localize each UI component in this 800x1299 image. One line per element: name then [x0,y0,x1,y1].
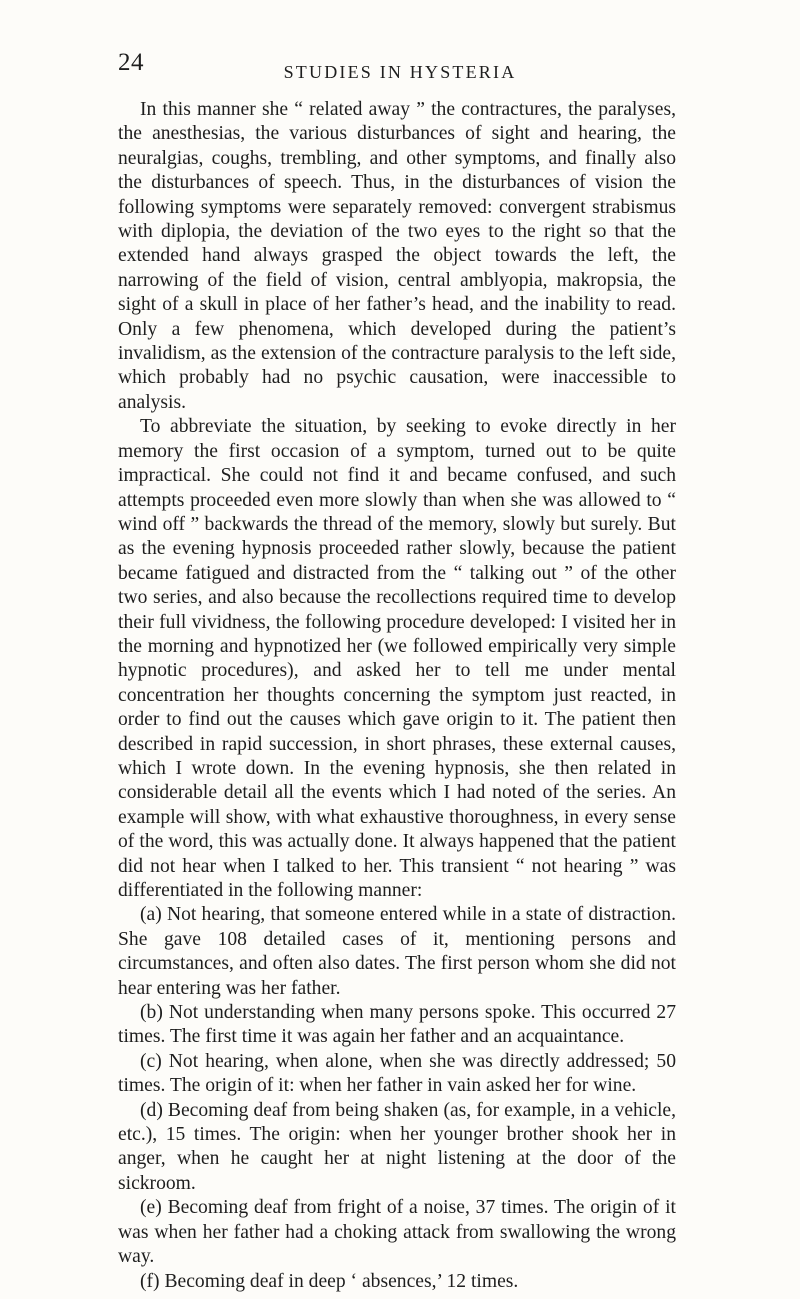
list-item: (b) Not understanding when many persons spoke. This occurred 27 times. The first time it was again her father and an acquaintance. [118,1002,676,1048]
list-item: (a) Not hearing, that someone entered while in a state of distraction. She gave 108 detailed cases of it, mentioning persons and circumstances, and often also dates. The first person whom she did not hear entering was her father. [118,904,676,999]
list-item: (c) Not hearing, when alone, when she was directly addressed; 50 times. The origin of it: when her father in vain asked her for wine. [118,1050,676,1097]
list-item: (d) Becoming deaf from being shaken (as, for example, in a vehicle, etc.), 15 times. The origin: when her younger brother shook her in anger, when he caught her at night listening at the door of the sickroom. [118,1099,676,1194]
paragraph: To abbreviate the situation, by seeking to evoke directly in her memory the first occasion of a symptom, turned out to be quite impractical. She could not find it and became confused, and such attempts proceeded even more slowly than when she was allowed to “ wind off ” backwards the thread of the memory, slowly but surely. But as the evening hypnosis proceeded rather slowly, because the patient became fatigued and distracted from the “ talking out ” of the other two series, and also because the recollections required time to develop their full vividness, the following procedure developed: I visited her in the morning and hypnotized her (we followed empirically very simple hypnotic procedures), and asked her to tell me under mental concentration her thoughts concerning the symptom just reacted, in order to find out the causes which gave origin to it. The patient then described in rapid succession, in short phrases, these external causes, which I wrote down. In the evening hypnosis, she then related in considerable detail all the events which I had noted of the series. An example will show, with what exhaustive thoroughness, in every sense of the word, this was actually done. It always happened that the patient did not hear when I talked to her. This transient “ not hearing ” was differentiated in the following manner: [118,416,676,901]
body-text [118,98,676,1294]
running-head: STUDIES IN HYSTERIA [283,62,517,82]
page-number: 24 [118,49,144,76]
list-item: (f) Becoming deaf in deep ‘ absences,’ 12 times. [140,1270,519,1292]
paragraph: In this manner she “ related away ” the contractures, the paralyses, the anesthesias, the various disturbances of sight and hearing, the neuralgias, coughs, trembling, and other symptoms, and finally also the disturbances of speech. Thus, in the disturbances of vision the following symptoms were separately removed: convergent strabismus with diplopia, the deviation of the two eyes to the right so that the extended hand always grasped the object towards the left, the narrowing of the field of vision, central amblyopia, makropsia, the sight of a skull in place of her father’s head, and the inability to read. Only a few phenomena, which developed during the patient’s invalidism, as the extension of the contracture paralysis to the left side, which probably had no psychic causation, were inaccessible to analysis. [118,99,676,413]
list-item: (e) Becoming deaf from fright of a noise, 37 times. The origin of it was when her father had a choking attack from swallowing the wrong way. [118,1197,676,1268]
